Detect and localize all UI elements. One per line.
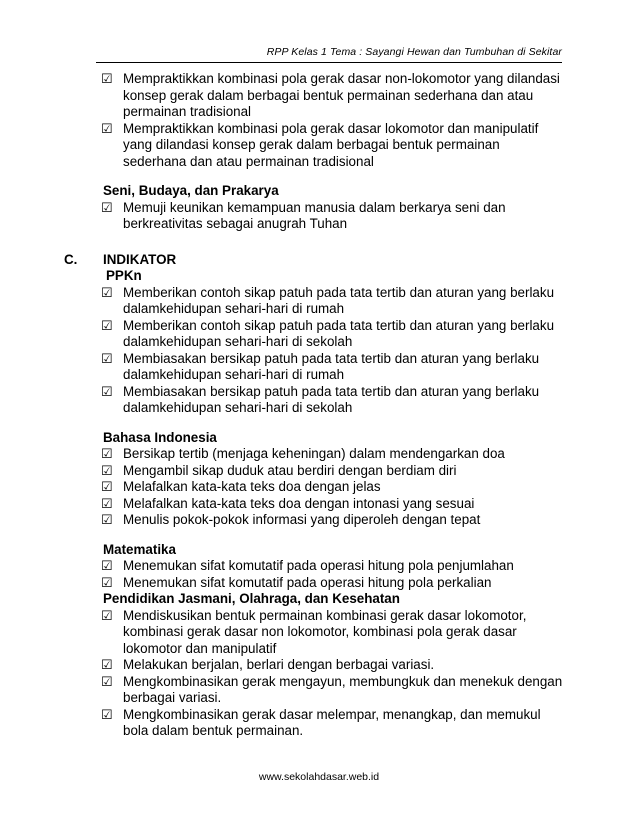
list-item	[101, 446, 563, 463]
checkbox-icon: ☑	[101, 574, 113, 590]
list-item-text: Mengkombinasikan gerak mengayun, membungkuk dan menekuk dengan berbagai variasi.	[123, 673, 563, 705]
list-item-text: Menemukan sifat komutatif pada operasi hitung pola penjumlahan	[123, 558, 514, 573]
checkbox-icon: ☑	[101, 383, 113, 399]
list-item-text: Menulis pokok-pokok informasi yang diperoleh dengan tepat	[123, 512, 481, 527]
list-item-text: Mempraktikkan kombinasi pola gerak dasar non-lokomotor yang dilandasi konsep gerak dalam berbagai bentuk permainan sederhana dan atau permainan tradisional	[123, 71, 560, 119]
section-letter: C.	[64, 251, 78, 267]
list-item-text: Memuji keunikan kemampuan manusia dalam berkarya seni dan berkreativitas sebagai anugrah Tuhan	[123, 199, 506, 231]
list-item-text: Menemukan sifat komutatif pada operasi hitung pola perkalian	[123, 574, 492, 590]
checkbox-icon: ☑	[101, 657, 113, 672]
list-item	[101, 512, 563, 529]
subheading-bahasa: Bahasa Indonesia	[103, 429, 217, 445]
checkbox-icon: ☑	[101, 462, 113, 478]
list-item	[101, 120, 563, 171]
list-item-text: Membiasakan bersikap patuh pada tata tertib dan aturan yang berlaku dalamkehidupan sehari-hari di sekolah	[123, 383, 540, 415]
checkbox-icon: ☑	[101, 512, 113, 527]
subheading-sbdp: Seni, Budaya, dan Prakarya	[103, 183, 279, 198]
footer-url: www.sekolahdasar.web.id	[258, 771, 380, 783]
checkbox-icon: ☑	[101, 706, 113, 722]
checkbox-icon: ☑	[101, 199, 113, 215]
list-item-text: Melakukan berjalan, berlari dengan berbagai variasi.	[123, 657, 435, 672]
list-item	[101, 462, 563, 480]
list-item-text: Mengambil sikap duduk atau berdiri dengan berdiam diri	[123, 462, 457, 478]
list-item	[101, 383, 563, 417]
checkbox-icon: ☑	[101, 284, 113, 300]
checkbox-icon: ☑	[101, 607, 113, 623]
list-item-text: Bersikap tertib (menjaga keheningan) dalam mendengarkan doa	[123, 446, 505, 461]
checkbox-icon: ☑	[101, 350, 113, 366]
header-title: RPP Kelas 1 Tema : Sayangi Hewan dan Tumbuhan di Sekitar	[266, 46, 562, 58]
list-item-text: Memberikan contoh sikap patuh pada tata tertib dan aturan yang berlaku dalamkehidupan sehari-hari di sekolah	[123, 317, 555, 349]
list-item	[101, 673, 563, 707]
list-item-text: Melafalkan kata-kata teks doa dengan intonasi yang sesuai	[123, 495, 475, 511]
list-item-text: Membiasakan bersikap patuh pada tata tertib dan aturan yang berlaku dalamkehidupan sehari-hari di rumah	[123, 350, 540, 382]
checkbox-icon: ☑	[101, 558, 113, 573]
section-heading	[0, 252, 638, 269]
list-item	[101, 317, 563, 351]
list-item-text: Mempraktikkan kombinasi pola gerak dasar lokomotor dan manipulatif yang dilandasi konsep gerak dalam berbagai bentuk permainan sederhana dan atau permainan tradisional	[123, 120, 539, 169]
checkbox-icon: ☑	[101, 479, 113, 494]
checkbox-icon: ☑	[101, 673, 113, 689]
list-item	[101, 71, 563, 121]
list-item-text: Mendiskusikan bentuk permainan kombinasi gerak dasar lokomotor, kombinasi gerak dasar non lokomotor, kombinasi pola gerak dasar lokomotor dan manipulatif	[123, 607, 527, 656]
list-item	[101, 558, 563, 575]
list-item	[101, 657, 563, 674]
list-item	[101, 495, 563, 513]
subheading-pjok: Pendidikan Jasmani, Olahraga, dan Kesehatan	[103, 591, 400, 606]
checkbox-icon: ☑	[101, 446, 113, 461]
list-item-text: Melafalkan kata-kata teks doa dengan jelas	[123, 479, 381, 494]
checkbox-icon: ☑	[101, 317, 113, 333]
section-title: INDIKATOR	[103, 251, 177, 267]
list-item	[101, 706, 563, 740]
list-item	[101, 350, 563, 384]
list-item	[101, 574, 563, 592]
list-item	[101, 284, 563, 318]
checkbox-icon: ☑	[101, 120, 113, 136]
list-item-text: Mengkombinasikan gerak dasar melempar, menangkap, dan memukul bola dalam bentuk permainan.	[123, 706, 541, 738]
checkbox-icon: ☑	[101, 495, 113, 511]
list-item	[101, 607, 563, 658]
list-item	[101, 479, 563, 496]
checkbox-icon: ☑	[101, 71, 113, 86]
subheading-matematika: Matematika	[103, 541, 176, 557]
list-item-text: Memberikan contoh sikap patuh pada tata tertib dan aturan yang berlaku dalamkehidupan sehari-hari di rumah	[123, 284, 555, 316]
document-body	[0, 71, 638, 740]
list-item	[101, 199, 563, 233]
subheading-ppkn: PPKn	[106, 268, 142, 283]
header-divider	[96, 62, 562, 63]
